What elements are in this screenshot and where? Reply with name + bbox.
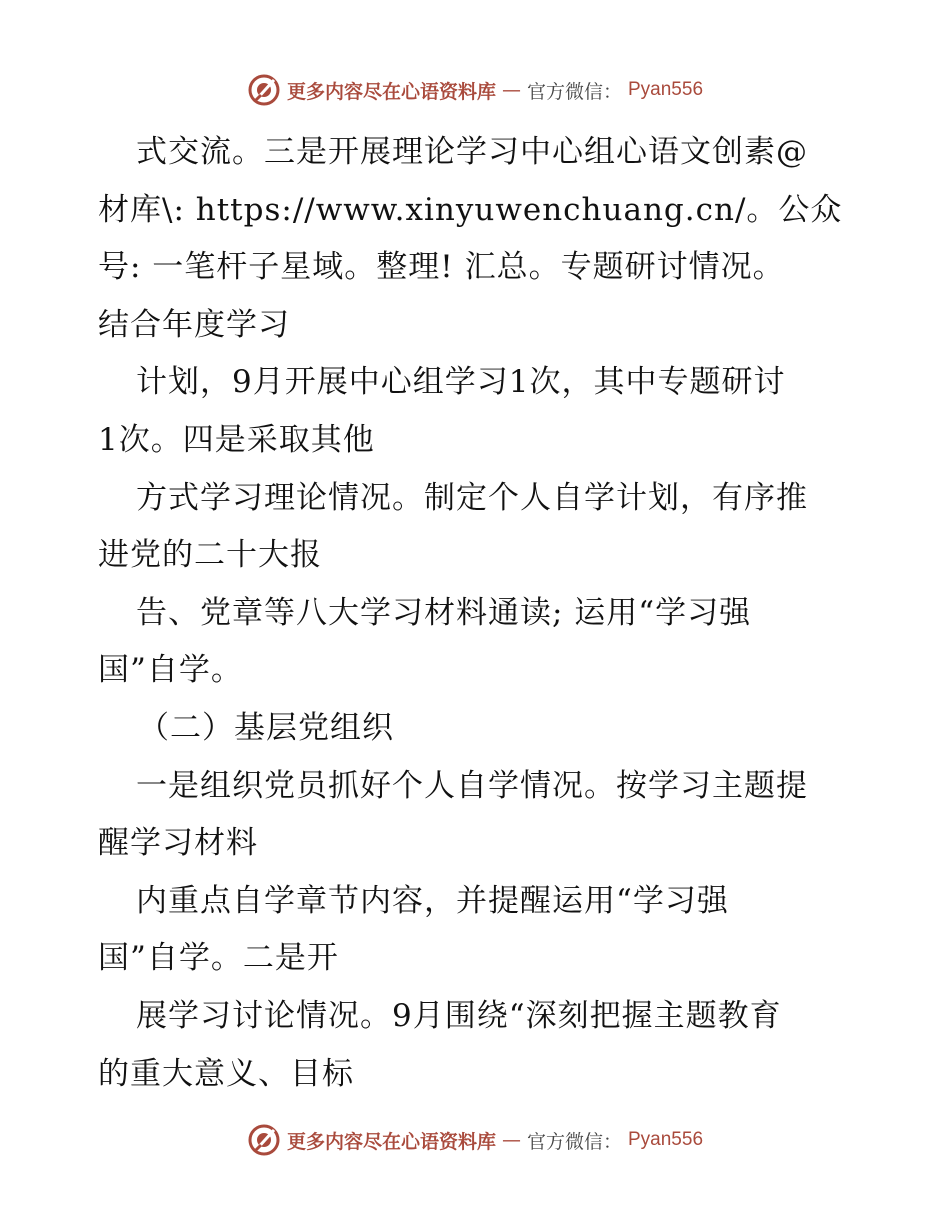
body-line: 国”自学。 — [98, 652, 243, 689]
pen-logo-icon — [247, 1123, 281, 1157]
body-line: 号: 一笔杆子星域。整理! 汇总。专题研讨情况。 — [98, 249, 785, 286]
body-line: 式交流。三是开展理论学习中心组心语文创素@ — [136, 134, 808, 170]
section-heading: （二）基层党组织 — [138, 709, 394, 746]
body-line: 结合年度学习 — [98, 306, 290, 343]
footer-watermark — [0, 1120, 950, 1160]
watermark-official-label: 官方微信： — [526, 80, 622, 103]
body-line: 计划，9月开展中心组学习1次，其中专题研讨 — [136, 364, 786, 401]
header-watermark — [0, 70, 950, 110]
body-line: 进党的二十大报 — [98, 537, 322, 574]
watermark-separator: — — [501, 1129, 521, 1151]
watermark-brand-text: 更多内容尽在心语资料库 — [286, 1130, 496, 1153]
watermark-wechat-id: Pyan556 — [628, 79, 704, 100]
body-line: 展学习讨论情况。9月围绕“深刻把握主题教育 — [136, 997, 782, 1034]
body-line: 1次。四是采取其他 — [98, 421, 375, 458]
body-line: 内重点自学章节内容，并提醒运用“学习强 — [136, 882, 729, 919]
document-body — [98, 124, 858, 1103]
body-line: 告、党章等八大学习材料通读; 运用“学习强 — [136, 594, 752, 631]
pen-logo-icon — [247, 73, 281, 107]
body-line: 材库\: https://www.xinyuwenchuang.cn/。公众 — [98, 191, 843, 228]
watermark-official-label: 官方微信： — [526, 1130, 622, 1153]
watermark-separator: — — [501, 79, 521, 101]
body-line: 的重大意义、目标 — [98, 1055, 354, 1092]
body-line: 国”自学。二是开 — [98, 940, 339, 977]
body-line: 方式学习理论情况。制定个人自学计划，有序推 — [136, 479, 808, 516]
body-line: 一是组织党员抓好个人自学情况。按学习主题提 — [136, 767, 808, 804]
watermark-wechat-id: Pyan556 — [628, 1129, 704, 1150]
watermark-brand-text: 更多内容尽在心语资料库 — [286, 80, 496, 103]
body-line: 醒学习材料 — [98, 825, 258, 862]
